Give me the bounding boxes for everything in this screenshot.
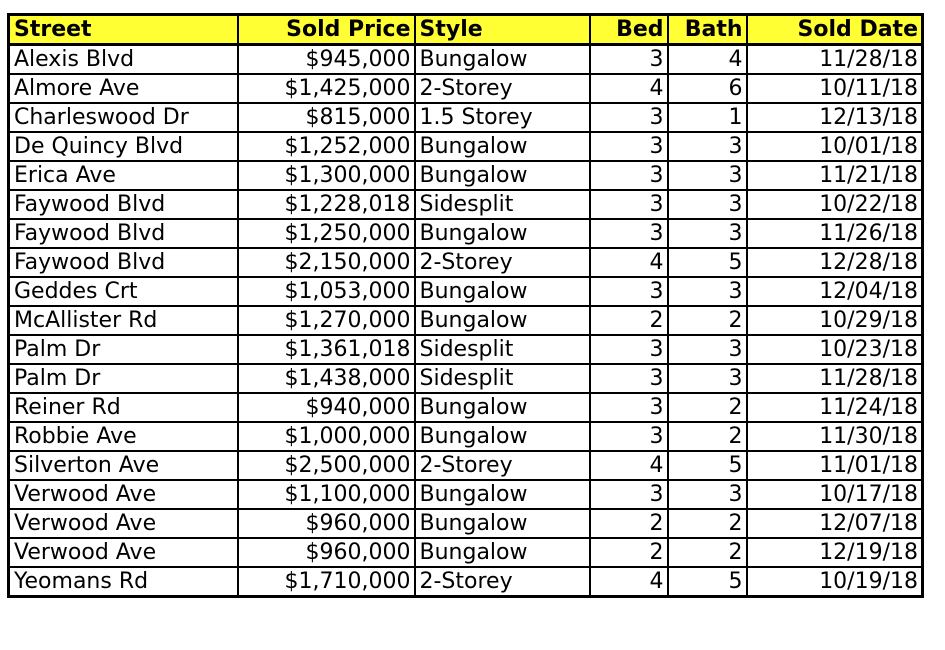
cell-bath[interactable]: 5 [668,451,747,480]
cell-sold-date[interactable]: 11/24/18 [747,393,923,422]
cell-bed[interactable]: 3 [590,393,668,422]
cell-bath[interactable]: 2 [668,393,747,422]
cell-sold-price[interactable]: $1,425,000 [238,74,415,103]
header-street[interactable]: Street [9,15,238,45]
cell-bed[interactable]: 3 [590,480,668,509]
cell-bath[interactable]: 3 [668,480,747,509]
cell-sold-price[interactable]: $1,710,000 [238,567,415,597]
cell-bath[interactable]: 2 [668,422,747,451]
table-row [9,219,923,248]
cell-street[interactable]: McAllister Rd [9,306,238,335]
cell-style[interactable]: Sidesplit [415,190,590,219]
cell-bed[interactable]: 4 [590,74,668,103]
cell-bath[interactable]: 3 [668,364,747,393]
cell-street[interactable]: Almore Ave [9,74,238,103]
cell-bed[interactable]: 3 [590,219,668,248]
cell-sold-date[interactable]: 10/23/18 [747,335,923,364]
cell-bath[interactable]: 3 [668,219,747,248]
header-sold-date[interactable]: Sold Date [747,15,923,45]
cell-sold-price[interactable]: $1,250,000 [238,219,415,248]
cell-bed[interactable]: 4 [590,451,668,480]
table-row [9,538,923,567]
cell-bath[interactable]: 5 [668,248,747,277]
cell-style[interactable]: Bungalow [415,509,590,538]
cell-sold-date[interactable]: 12/19/18 [747,538,923,567]
table-row [9,248,923,277]
cell-style[interactable]: Bungalow [415,161,590,190]
cell-street[interactable]: Verwood Ave [9,480,238,509]
cell-bed[interactable]: 3 [590,277,668,306]
cell-bed[interactable]: 2 [590,509,668,538]
header-style[interactable]: Style [415,15,590,45]
cell-style[interactable]: 1.5 Storey [415,103,590,132]
cell-sold-date[interactable]: 10/22/18 [747,190,923,219]
cell-street[interactable]: Robbie Ave [9,422,238,451]
header-sold-price[interactable]: Sold Price [238,15,415,45]
table-row [9,480,923,509]
cell-bath[interactable]: 5 [668,567,747,597]
header-bed[interactable]: Bed [590,15,668,45]
cell-bath[interactable]: 2 [668,306,747,335]
cell-bath[interactable]: 3 [668,161,747,190]
cell-street[interactable]: De Quincy Blvd [9,132,238,161]
table-row [9,306,923,335]
cell-street[interactable]: Alexis Blvd [9,45,238,75]
cell-street[interactable]: Geddes Crt [9,277,238,306]
cell-sold-date[interactable]: 10/29/18 [747,306,923,335]
cell-bed[interactable]: 3 [590,45,668,75]
cell-street[interactable]: Palm Dr [9,335,238,364]
cell-style[interactable]: Sidesplit [415,364,590,393]
cell-style[interactable]: Bungalow [415,393,590,422]
cell-sold-price[interactable]: $1,000,000 [238,422,415,451]
cell-street[interactable]: Verwood Ave [9,538,238,567]
table-row [9,45,923,75]
cell-sold-price[interactable]: $945,000 [238,45,415,75]
cell-style[interactable]: 2-Storey [415,74,590,103]
table-row [9,161,923,190]
cell-style[interactable]: Bungalow [415,306,590,335]
cell-bed[interactable]: 2 [590,538,668,567]
cell-bed[interactable]: 3 [590,132,668,161]
cell-bath[interactable]: 3 [668,277,747,306]
cell-bath[interactable]: 3 [668,190,747,219]
cell-style[interactable]: Bungalow [415,422,590,451]
cell-bath[interactable]: 3 [668,132,747,161]
cell-sold-date[interactable]: 11/30/18 [747,422,923,451]
table-row [9,277,923,306]
cell-sold-date[interactable]: 11/01/18 [747,451,923,480]
cell-street[interactable]: Yeomans Rd [9,567,238,597]
cell-style[interactable]: Bungalow [415,45,590,75]
header-bath[interactable]: Bath [668,15,747,45]
cell-style[interactable]: Bungalow [415,480,590,509]
cell-bed[interactable]: 3 [590,103,668,132]
cell-bath[interactable]: 1 [668,103,747,132]
cell-bed[interactable]: 3 [590,190,668,219]
table-row [9,335,923,364]
cell-sold-price[interactable]: $1,270,000 [238,306,415,335]
header-row [9,15,923,45]
cell-bed[interactable]: 2 [590,306,668,335]
table-row [9,190,923,219]
table-row [9,74,923,103]
cell-sold-price[interactable]: $815,000 [238,103,415,132]
cell-sold-price[interactable]: $1,100,000 [238,480,415,509]
cell-style[interactable]: Bungalow [415,277,590,306]
cell-street[interactable]: Faywood Blvd [9,190,238,219]
table-row [9,393,923,422]
table-row [9,364,923,393]
cell-sold-price[interactable]: $1,361,018 [238,335,415,364]
cell-sold-date[interactable]: 11/26/18 [747,219,923,248]
cell-street[interactable]: Palm Dr [9,364,238,393]
cell-sold-date[interactable]: 10/17/18 [747,480,923,509]
table-row [9,422,923,451]
cell-sold-date[interactable]: 10/19/18 [747,567,923,597]
cell-street[interactable]: Faywood Blvd [9,219,238,248]
cell-street[interactable]: Verwood Ave [9,509,238,538]
cell-bath[interactable]: 4 [668,45,747,75]
cell-sold-price[interactable]: $2,500,000 [238,451,415,480]
cell-sold-price[interactable]: $1,438,000 [238,364,415,393]
cell-sold-date[interactable]: 11/28/18 [747,45,923,75]
cell-bed[interactable]: 3 [590,422,668,451]
cell-bath[interactable]: 2 [668,509,747,538]
cell-street[interactable]: Silverton Ave [9,451,238,480]
sales-table [7,13,924,598]
table-row [9,509,923,538]
cell-bed[interactable]: 4 [590,567,668,597]
cell-style[interactable]: 2-Storey [415,248,590,277]
table-row [9,567,923,597]
table-body [9,45,923,597]
cell-sold-price[interactable]: $2,150,000 [238,248,415,277]
cell-sold-date[interactable]: 10/01/18 [747,132,923,161]
cell-sold-price[interactable]: $1,053,000 [238,277,415,306]
table-row [9,132,923,161]
cell-bath[interactable]: 2 [668,538,747,567]
cell-style[interactable]: 2-Storey [415,567,590,597]
cell-sold-price[interactable]: $1,228,018 [238,190,415,219]
cell-style[interactable]: Bungalow [415,219,590,248]
cell-sold-date[interactable]: 11/28/18 [747,364,923,393]
cell-sold-price[interactable]: $940,000 [238,393,415,422]
cell-sold-date[interactable]: 12/28/18 [747,248,923,277]
cell-bed[interactable]: 3 [590,364,668,393]
table-row [9,451,923,480]
cell-bath[interactable]: 3 [668,335,747,364]
cell-street[interactable]: Erica Ave [9,161,238,190]
cell-sold-price[interactable]: $1,252,000 [238,132,415,161]
cell-bed[interactable]: 3 [590,335,668,364]
cell-sold-date[interactable]: 10/11/18 [747,74,923,103]
cell-style[interactable]: Bungalow [415,132,590,161]
cell-street[interactable]: Faywood Blvd [9,248,238,277]
cell-sold-date[interactable]: 11/21/18 [747,161,923,190]
cell-sold-date[interactable]: 12/07/18 [747,509,923,538]
cell-style[interactable]: 2-Storey [415,451,590,480]
cell-bed[interactable]: 4 [590,248,668,277]
cell-sold-price[interactable]: $960,000 [238,538,415,567]
cell-bed[interactable]: 3 [590,161,668,190]
cell-sold-date[interactable]: 12/13/18 [747,103,923,132]
cell-style[interactable]: Sidesplit [415,335,590,364]
cell-street[interactable]: Charleswood Dr [9,103,238,132]
cell-sold-date[interactable]: 12/04/18 [747,277,923,306]
cell-bath[interactable]: 6 [668,74,747,103]
cell-style[interactable]: Bungalow [415,538,590,567]
cell-sold-price[interactable]: $960,000 [238,509,415,538]
cell-street[interactable]: Reiner Rd [9,393,238,422]
cell-sold-price[interactable]: $1,300,000 [238,161,415,190]
table-row [9,103,923,132]
